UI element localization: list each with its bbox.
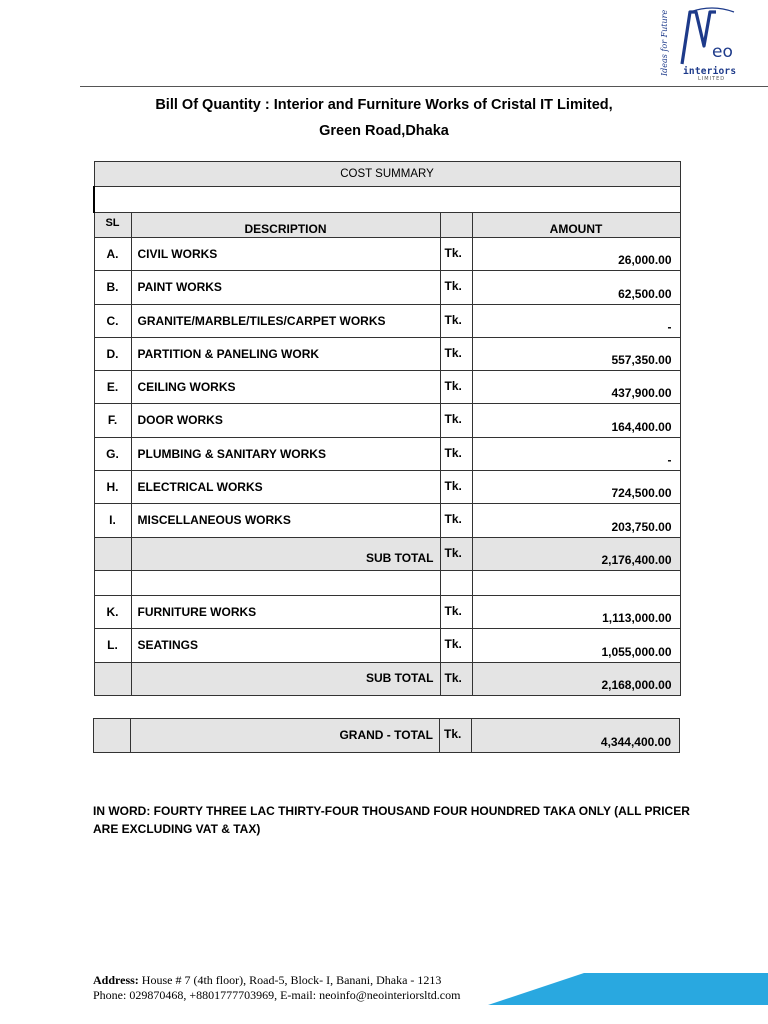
subtotal-currency: Tk. [440,537,472,570]
title-line-1: Bill Of Quantity : Interior and Furniture Works of Cristal IT Limited, [155,97,613,113]
col-header-currency [440,213,472,238]
blank-row [94,187,680,213]
row-currency: Tk. [440,337,472,370]
row-description: CIVIL WORKS [131,238,440,271]
cost-summary-table [93,161,681,696]
row-description: MISCELLANEOUS WORKS [131,504,440,537]
table-row [94,337,680,370]
col-header-amount: AMOUNT [472,213,680,238]
grand-total-sl [94,719,131,753]
subtotal-row-1 [94,537,680,570]
row-currency: Tk. [440,271,472,304]
company-logo [660,6,742,80]
table-row [94,629,680,663]
row-currency: Tk. [440,371,472,404]
table-row [94,471,680,504]
logo-mark-text: eo [712,42,733,62]
grand-total-row [94,719,680,753]
row-amount: - [472,437,680,470]
row-description: DOOR WORKS [131,404,440,437]
row-currency: Tk. [440,629,472,663]
row-amount: 557,350.00 [472,337,680,370]
address-label: Address: [93,973,139,987]
row-sl: I. [94,504,131,537]
row-currency: Tk. [440,595,472,629]
column-header-row [94,213,680,238]
row-currency: Tk. [440,404,472,437]
subtotal-currency: Tk. [440,662,472,695]
row-sl: E. [94,371,131,404]
cost-summary-heading: COST SUMMARY [94,162,680,187]
footer-accent-band [488,973,768,1005]
table-row [94,271,680,304]
row-description: PLUMBING & SANITARY WORKS [131,437,440,470]
row-currency: Tk. [440,304,472,337]
row-currency: Tk. [440,471,472,504]
row-amount: 164,400.00 [472,404,680,437]
subtotal-row-2 [94,662,680,695]
accent-band-shape [488,973,768,1005]
empty-row [94,570,680,595]
grand-total-amount: 4,344,400.00 [472,719,680,753]
amount-in-words: IN WORD: FOURTY THREE LAC THIRTY-FOUR THOUSAND FOUR HOUNDRED TAKA ONLY (ALL PRICER ARE EXCLUDING VAT & TAX) [93,804,690,836]
row-sl: D. [94,337,131,370]
row-sl: C. [94,304,131,337]
grand-total-label: GRAND - TOTAL [131,719,440,753]
row-description: CEILING WORKS [131,371,440,404]
row-description: FURNITURE WORKS [131,595,440,629]
logo-sub: LIMITED [698,76,726,82]
logo-tagline: Ideas for Future [660,9,669,76]
table-row [94,238,680,271]
subtotal-label: SUB TOTAL [131,537,440,570]
table-row [94,504,680,537]
address-text: House # 7 (4th floor), Road-5, Block- I, Banani, Dhaka - 1213 [138,973,442,987]
table-row [94,304,680,337]
table-row [94,595,680,629]
subtotal-amount: 2,168,000.00 [472,662,680,695]
row-amount: 26,000.00 [472,238,680,271]
row-amount: 1,113,000.00 [472,595,680,629]
footer-address [93,973,460,988]
row-sl: F. [94,404,131,437]
row-description: PAINT WORKS [131,271,440,304]
document-title [80,92,688,144]
subtotal-sl [94,662,131,695]
header-rule [80,86,768,87]
row-currency: Tk. [440,504,472,537]
row-currency: Tk. [440,238,472,271]
row-currency: Tk. [440,437,472,470]
subtotal-amount: 2,176,400.00 [472,537,680,570]
grand-total-currency: Tk. [440,719,472,753]
row-sl: B. [94,271,131,304]
row-description: PARTITION & PANELING WORK [131,337,440,370]
row-amount: 1,055,000.00 [472,629,680,663]
subtotal-sl [94,537,131,570]
footer-contact [93,973,460,1003]
row-description: ELECTRICAL WORKS [131,471,440,504]
col-header-sl: SL [94,213,131,238]
row-sl: G. [94,437,131,470]
col-header-description: DESCRIPTION [131,213,440,238]
table-row [94,404,680,437]
row-description: SEATINGS [131,629,440,663]
row-sl: K. [94,595,131,629]
row-description: GRANITE/MARBLE/TILES/CARPET WORKS [131,304,440,337]
row-amount: 437,900.00 [472,371,680,404]
row-amount: 62,500.00 [472,271,680,304]
row-sl: H. [94,471,131,504]
subtotal-label: SUB TOTAL [131,662,440,695]
row-amount: - [472,304,680,337]
row-sl: A. [94,238,131,271]
row-amount: 724,500.00 [472,471,680,504]
table-row [94,371,680,404]
grand-total-table [93,718,680,753]
logo-brand: interiors [683,66,737,77]
row-sl: L. [94,629,131,663]
title-line-2: Green Road,Dhaka [319,123,449,139]
table-row [94,437,680,470]
footer-phone-email: Phone: 029870468, +8801777703969, E-mail: neoinfo@neointeriorsltd.com [93,988,461,1002]
row-amount: 203,750.00 [472,504,680,537]
